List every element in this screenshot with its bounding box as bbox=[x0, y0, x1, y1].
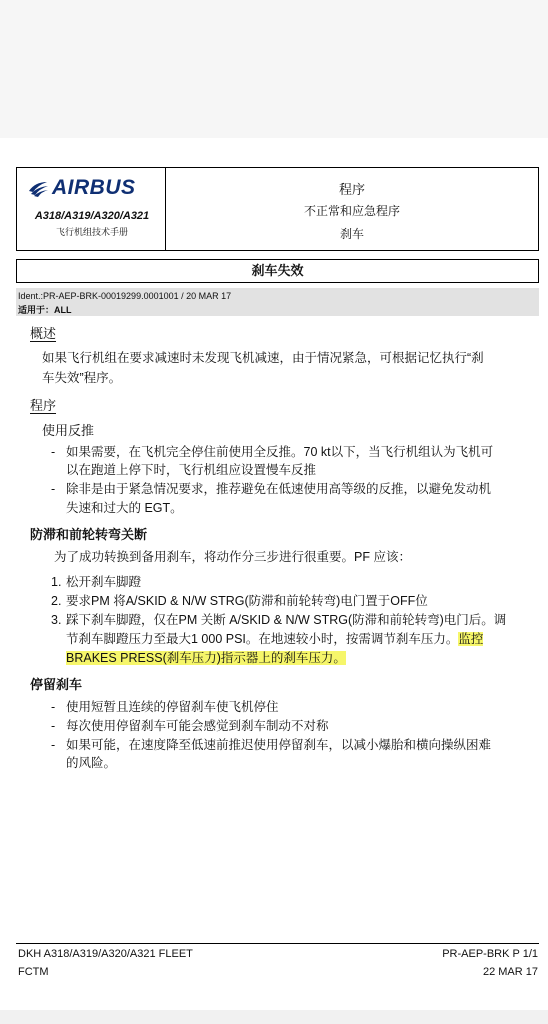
page-title: 刹车失效 bbox=[16, 259, 539, 283]
list-item-continued: 的风险。 bbox=[66, 756, 117, 770]
step-text: 要求PM 将A/SKID & N/W STRG(防滞和前轮转弯)电门置于OFF位 bbox=[66, 594, 428, 608]
chapter-topic: 刹车 bbox=[339, 227, 364, 241]
dash-bullet-icon: - bbox=[51, 700, 56, 714]
list-item bbox=[51, 736, 492, 754]
list-item-continued: 失速和过大的 EGT。 bbox=[66, 501, 183, 515]
brand-name: AIRBUS bbox=[52, 176, 136, 199]
step-text-part: 节刹车脚蹬压力至最大1 000 PSI。在地速较小时，按需调节刹车压力。 bbox=[66, 632, 459, 646]
list-item bbox=[51, 480, 492, 498]
ident-band bbox=[16, 288, 539, 316]
list-item bbox=[51, 443, 494, 461]
overview-line-2: 车失效”程序。 bbox=[42, 371, 122, 385]
list-item bbox=[51, 717, 329, 735]
top-margin bbox=[0, 0, 548, 138]
step-item bbox=[51, 573, 142, 591]
list-item-text: 如果需要，在飞机完全停住前使用全反推。70 kt以下，当飞行机组认为飞机可 bbox=[66, 445, 494, 459]
applicability-text: 适用于：ALL bbox=[18, 305, 72, 315]
list-item-text: 使用短暂且连续的停留刹车使飞机停住 bbox=[66, 700, 279, 714]
header-chapter-cell bbox=[166, 168, 538, 250]
parking-heading: 停留刹车 bbox=[30, 677, 83, 692]
dash-bullet-icon: - bbox=[51, 445, 56, 459]
step-item bbox=[51, 611, 507, 629]
manual-name: 飞行机组技术手册 bbox=[55, 227, 128, 237]
step-text-continued bbox=[66, 630, 483, 648]
antiskid-intro: 为了成功转换到备用刹车，将动作分三步进行很重要。PF 应该： bbox=[54, 550, 411, 564]
footer-date: 22 MAR 17 bbox=[482, 966, 538, 978]
aircraft-models: A318/A319/A320/A321 bbox=[34, 210, 150, 222]
highlighted-text: BRAKES PRESS(刹车压力)指示器上的刹车压力。 bbox=[66, 651, 346, 665]
step-item bbox=[51, 592, 428, 610]
ident-text: Ident.:PR-AEP-BRK-00019299.0001001 / 20 MAR 17 bbox=[18, 291, 232, 301]
bottom-margin bbox=[0, 1010, 548, 1024]
footer-manual: FCTM bbox=[18, 966, 49, 978]
step-number: 2. bbox=[51, 594, 62, 608]
chapter-title: 程序 bbox=[338, 182, 365, 197]
procedure-heading: 程序 bbox=[30, 398, 57, 413]
list-item-text: 每次使用停留刹车可能会感觉到刹车制动不对称 bbox=[66, 719, 329, 733]
dash-bullet-icon: - bbox=[51, 738, 56, 752]
airbus-swoosh-icon bbox=[27, 179, 49, 197]
airbus-logo bbox=[27, 176, 136, 200]
header-brand-cell bbox=[17, 168, 166, 250]
step-text-continued bbox=[66, 649, 346, 667]
list-item-text: 如果可能，在速度降至低速前推迟使用停留刹车，以减小爆胎和横向操纵困难 bbox=[66, 738, 492, 752]
step-text: 松开刹车脚蹬 bbox=[66, 575, 142, 589]
overview-line-1: 如果飞行机组在要求减速时未发现飞机减速，由于情况紧急，可根据记忆执行“刹 bbox=[42, 351, 484, 365]
reverse-heading: 使用反推 bbox=[42, 423, 95, 438]
list-item-continued: 以在跑道上停下时，飞行机组应设置慢车反推 bbox=[66, 463, 317, 477]
step-number: 3. bbox=[51, 613, 62, 627]
step-text: 踩下刹车脚蹬，仅在PM 关断 A/SKID & N/W STRG(防滞和前轮转弯)电门后。调 bbox=[66, 613, 507, 627]
list-item-text: 除非是由于紧急情况要求，推荐避免在低速使用高等级的反推，以避免发动机 bbox=[66, 482, 492, 496]
list-item bbox=[51, 698, 279, 716]
document-page bbox=[0, 138, 548, 1010]
highlighted-text: 监控 bbox=[458, 632, 484, 646]
footer-page-ref: PR-AEP-BRK P 1/1 bbox=[442, 948, 538, 960]
footer-fleet: DKH A318/A319/A320/A321 FLEET bbox=[18, 948, 193, 960]
overview-heading: 概述 bbox=[30, 326, 57, 341]
header-table bbox=[16, 167, 539, 251]
antiskid-heading: 防滞和前轮转弯关断 bbox=[30, 527, 148, 542]
dash-bullet-icon: - bbox=[51, 482, 56, 496]
footer-divider bbox=[16, 943, 539, 944]
dash-bullet-icon: - bbox=[51, 719, 56, 733]
step-number: 1. bbox=[51, 575, 62, 589]
chapter-subtitle: 不正常和应急程序 bbox=[303, 204, 400, 218]
